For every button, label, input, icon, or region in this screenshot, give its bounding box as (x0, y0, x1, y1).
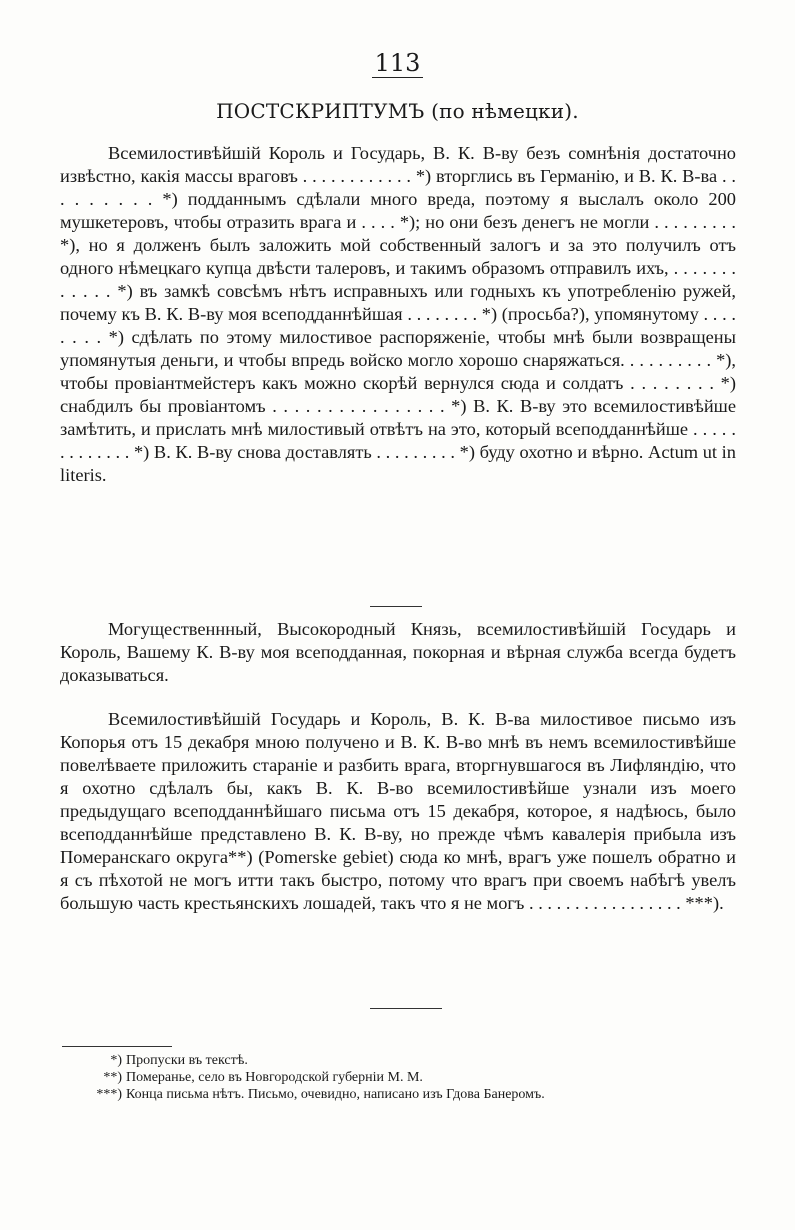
paragraph-text: Всемилостивѣйшій Король и Государь, В. К. В-ву безъ сомнѣнія достаточно извѣстно, какія массы враговъ . . . . . . . . . . . . *) вторглись въ Германію, и В. К. В-ва . . . . . . . . . *) подданнымъ сдѣлали много вреда, поэтому я выслалъ около 200 мушкетеровъ, чтобы отразить врага и . . . . *); но они безъ денегъ не могли . . . . . . . . . *), но я долженъ былъ заложить мой собственный залогъ и за это получилъ отъ одного нѣмецкаго купца двѣсти талеровъ, и такимъ образомъ отправилъ ихъ, . . . . . . . . . . . . *) въ замкѣ совсѣмъ нѣтъ исправныхъ или годныхъ къ употребленію ружей, почему къ В. К. В-ву моя всеподданнѣйшая . . . . . . . . *) (просьба?), упомянутому . . . . . . . . *) сдѣлать по этому милостивое распоряженіе, чтобы мнѣ были возвращены упомянутыя деньги, и чтобы впредь войско могло хорошо снаряжаться. . . . . . . . . . *), чтобы провіантмейстеръ какъ можно скорѣй вернулся сюда и солдатъ . . . . . . . . *) снабдилъ бы провіантомъ . . . . . . . . . . . . . . . . *) В. К. В-ву это всемилостивѣйше замѣтить, и прислать мнѣ милостивый отвѣтъ на это, который всеподданнѣйше . . . . . . . . . . . . . *) В. К. В-ву снова доставлять . . . . . . . . . *) буду охотно и вѣрно. Actum ut in literis. (60, 143, 736, 485)
footnotes (88, 1052, 748, 1103)
footnote-text: Померанье, село въ Новгородской губерніи М. М. (126, 1070, 423, 1085)
footnote-mark: **) (103, 1070, 122, 1085)
footnote-mark: *) (110, 1053, 122, 1068)
paragraph-1 (60, 142, 736, 487)
page-number (0, 48, 795, 78)
footnote (88, 1086, 748, 1103)
footnote (88, 1052, 748, 1069)
footnote-divider (62, 1046, 172, 1047)
section-divider (370, 606, 422, 607)
paragraph-3 (60, 708, 736, 915)
footnote-text: Пропуски въ текстѣ. (126, 1053, 248, 1068)
paragraph-text: Могущественнный, Высокородный Князь, всемилостивѣйшій Государь и Король, Вашему К. В-ву моя всеподданная, покорная и вѣрная служба всегда будетъ доказываться. (60, 619, 736, 685)
footnote (88, 1069, 748, 1086)
footnote-text: Конца письма нѣтъ. Письмо, очевидно, написано изъ Гдова Банеромъ. (126, 1087, 545, 1102)
paragraph-2 (60, 618, 736, 687)
page-heading: ПОСТСКРИПТУМЪ (по нѣмецки). (216, 99, 579, 123)
section-divider (370, 1008, 442, 1009)
page-number-text: 113 (372, 49, 424, 78)
footnote-mark: ***) (96, 1087, 122, 1102)
paragraph-text: Всемилостивѣйшій Государь и Король, В. К. В-ва милостивое письмо изъ Копорья отъ 15 декабря мною получено и В. К. В-во мнѣ въ немъ всемилостивѣйше повелѣваете приложить стараніе и разбить врага, вторгнувшагося въ Лифляндію, что я охотно сдѣлалъ бы, какъ В. К. В-во всемилостивѣйше узнали изъ моего предыдущаго всеподданнѣйшаго письма отъ 15 декабря, которое, я надѣюсь, было всеподданнѣйше представлено В. К. В-ву, но прежде чѣмъ кавалерія прибыла изъ Померанскаго округа**) (Pomerske gebiet) сюда ко мнѣ, врагъ уже пошелъ обратно и я съ пѣхотой не могъ итти такъ быстро, потому что врагъ при своемъ набѣгѣ увелъ большую часть крестьянскихъ лошадей, такъ что я не могъ . . . . . . . . . . . . . . . . . ***). (60, 709, 736, 913)
